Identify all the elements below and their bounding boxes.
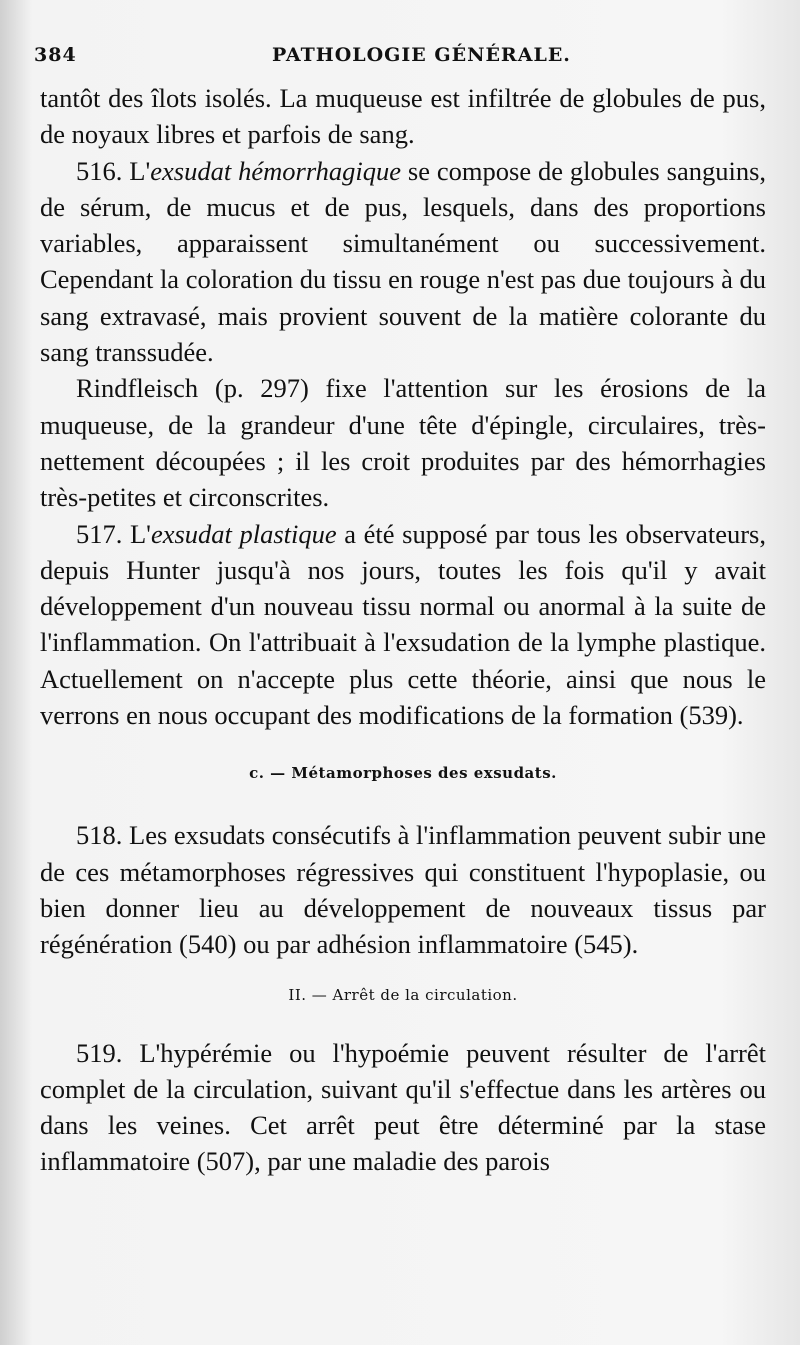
paragraph-number: 517.	[76, 518, 123, 549]
paragraph-rindfleisch: Rindfleisch (p. 297) fixe l'attention sur les érosions de la muqueuse, de la grandeur d'une tête d'épingle, circulaires, très-nettement découpées ; il les croit produites par des hémorrhagies très-petites et circonscrites.	[40, 373, 766, 513]
running-title: PATHOLOGIE GÉNÉRALE.	[272, 44, 571, 66]
italic-term: exsudat plastique	[150, 518, 337, 549]
section-heading: II. — Arrêt de la circulation.	[288, 985, 518, 1004]
paragraph-lead: L'	[129, 155, 151, 186]
italic-term: exsudat hémorrhagique	[150, 155, 402, 186]
body-text	[40, 80, 766, 1180]
paragraph-number: 516.	[76, 155, 123, 186]
paragraph-lead: L'	[129, 518, 151, 549]
paragraph-rest: se compose de globules sanguins, de sérum, de mucus et de pus, lesquels, dans des proportions variables, apparaissent simultanément ou successivement. Cependant la coloration du tissu en rouge n'est pas due toujours à du sang extravasé, mais provient souvent de la matière colorante du sang transsudée.	[40, 155, 767, 368]
paragraph-continued: tantôt des îlots isolés. La muqueuse est infiltrée de globules de pus, de noyaux libres et parfois de sang.	[40, 83, 766, 150]
paragraph-rest: a été supposé par tous les observateurs, depuis Hunter jusqu'à nos jours, toutes les fois qu'il y avait développement d'un nouveau tissu normal ou anormal à la suite de l'inflammation. On l'attribuait à l'exsudation de la lymphe plastique. Actuellement on n'accepte plus cette théorie, ainsi que nous le verrons en nous occupant des modifications de la formation (539).	[40, 518, 766, 731]
paragraph-518: 518. Les exsudats consécutifs à l'inflammation peuvent subir une de ces métamorphoses régressives qui constituent l'hypoplasie, ou bien donner lieu au développement de nouveaux tissus par régénération (540) ou par adhésion inflammatoire (545).	[40, 820, 766, 960]
subheading: c. — Métamorphoses des exsudats.	[249, 764, 557, 783]
page-number: 384	[34, 44, 77, 66]
paragraph-519: 519. L'hypérémie ou l'hypoémie peuvent résulter de l'arrêt complet de la circulation, suivant qu'il s'effectue dans les artères ou dans les veines. Cet arrêt peut être déterminé par la stase inflammatoire (507), par une maladie des parois	[40, 1037, 766, 1177]
paragraph-517	[40, 516, 766, 734]
paragraph-516	[40, 153, 766, 371]
